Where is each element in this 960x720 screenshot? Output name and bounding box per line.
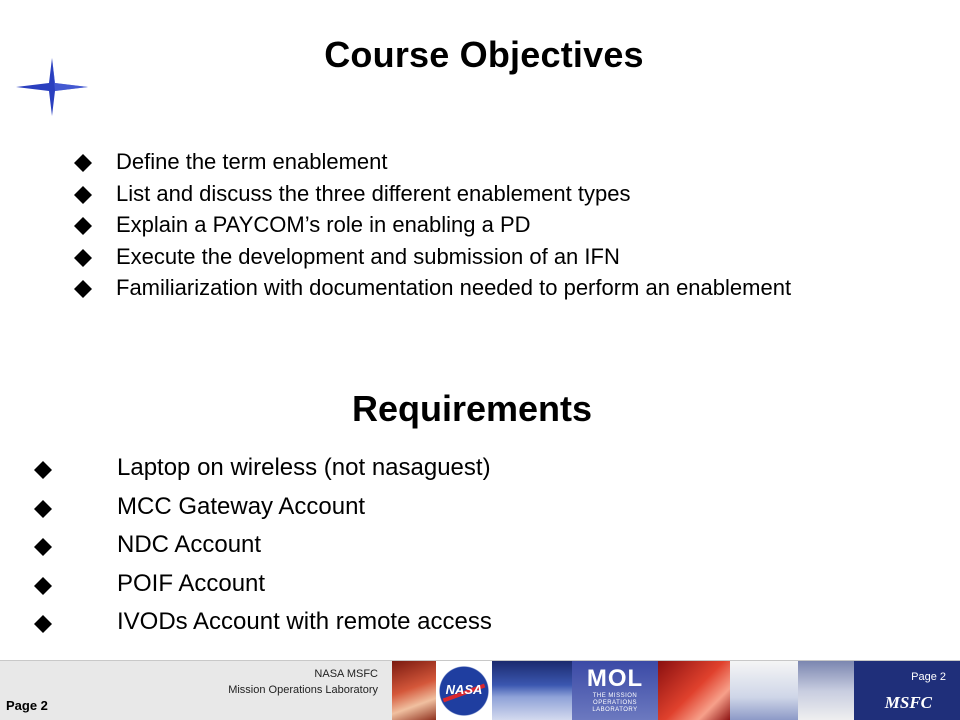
mol-logo-text: MOL xyxy=(586,665,644,692)
list-item xyxy=(34,606,734,645)
list-item xyxy=(74,146,834,178)
list-item xyxy=(34,568,734,607)
mol-logo-subtext: THE MISSION OPERATIONS LABORATORY xyxy=(592,693,638,713)
slide-footer xyxy=(0,660,960,720)
nasa-logo xyxy=(436,661,492,720)
slide-title: Course Objectives xyxy=(324,34,644,75)
footer-image-strip xyxy=(392,661,854,720)
requirement-text: Laptop on wireless (not nasaguest) xyxy=(117,454,491,481)
control-room-image xyxy=(658,661,730,720)
diamond-bullet-icon xyxy=(74,249,92,267)
page-number: Page 2 xyxy=(6,698,48,713)
diamond-bullet-icon xyxy=(34,615,52,633)
requirements-title: Requirements xyxy=(351,388,593,429)
footer-org-line1: NASA MSFC xyxy=(314,668,378,680)
diamond-bullet-icon xyxy=(34,500,52,518)
requirement-text: NDC Account xyxy=(117,531,262,558)
nasa-logo-text: NASA xyxy=(445,682,483,697)
footer-org xyxy=(228,666,378,698)
footer-org-line2: Mission Operations Laboratory xyxy=(228,684,378,696)
diamond-bullet-icon xyxy=(34,577,52,595)
page-number-right: Page 2 xyxy=(911,671,946,683)
diamond-bullet-icon xyxy=(74,217,92,235)
objective-text: List and discuss the three different enablement types xyxy=(116,180,631,206)
diamond-bullet-icon xyxy=(34,538,52,556)
objective-text: Execute the development and submission of an IFN xyxy=(116,243,620,269)
list-item xyxy=(34,491,734,530)
msfc-label: MSFC xyxy=(884,693,932,712)
requirement-text: POIF Account xyxy=(117,569,266,597)
list-item xyxy=(34,529,734,568)
requirements-list xyxy=(34,452,734,645)
msfc-band xyxy=(854,661,960,720)
requirement-text: MCC Gateway Account xyxy=(117,492,366,520)
astronaut-image xyxy=(730,661,798,720)
diamond-bullet-icon xyxy=(34,461,52,479)
list-item xyxy=(34,452,734,491)
list-item xyxy=(74,241,834,273)
requirement-text: IVODs Account with remote access xyxy=(117,608,492,635)
objective-text: Define the term enablement xyxy=(116,149,388,174)
diamond-bullet-icon xyxy=(74,154,92,172)
objective-text: Explain a PAYCOM’s role in enabling a PD xyxy=(116,212,531,237)
list-item xyxy=(74,209,834,241)
rocket-launch-image xyxy=(392,661,436,720)
shuttle-image xyxy=(798,661,854,720)
space-station-image xyxy=(492,661,572,720)
diamond-bullet-icon xyxy=(74,186,92,204)
objectives-list xyxy=(74,146,834,304)
objective-text: Familiarization with documentation needed to perform an enablement xyxy=(116,275,792,300)
mol-logo xyxy=(572,661,658,720)
diamond-bullet-icon xyxy=(74,280,92,298)
list-item xyxy=(74,272,834,304)
list-item xyxy=(74,178,834,210)
